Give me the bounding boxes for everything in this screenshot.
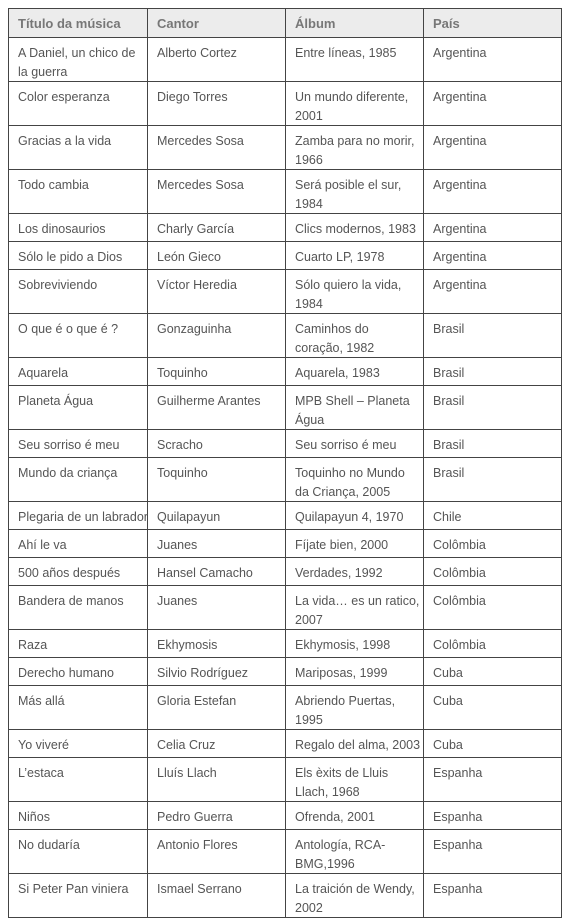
- cell-album: La vida… es un ratico, 2007: [286, 586, 424, 630]
- cell-country: Brasil: [424, 386, 562, 430]
- table-row: [9, 458, 562, 502]
- table-row: [9, 242, 562, 270]
- cell-singer: Toquinho: [148, 458, 286, 502]
- cell-title: Planeta Água: [9, 386, 148, 430]
- cell-country: Cuba: [424, 658, 562, 686]
- cell-country: Argentina: [424, 82, 562, 126]
- table-row: [9, 170, 562, 214]
- cell-country: Brasil: [424, 430, 562, 458]
- cell-title: Color esperanza: [9, 82, 148, 126]
- table-row: [9, 530, 562, 558]
- cell-singer: Mercedes Sosa: [148, 170, 286, 214]
- table-row: [9, 214, 562, 242]
- table-row: [9, 730, 562, 758]
- cell-album: Sólo quiero la vida, 1984: [286, 270, 424, 314]
- cell-singer: Charly García: [148, 214, 286, 242]
- cell-album: Un mundo diferente, 2001: [286, 82, 424, 126]
- cell-singer: Toquinho: [148, 358, 286, 386]
- cell-title: O que é o que é ?: [9, 314, 148, 358]
- cell-title: Los dinosaurios: [9, 214, 148, 242]
- cell-country: Brasil: [424, 358, 562, 386]
- cell-singer: Juanes: [148, 586, 286, 630]
- cell-country: Brasil: [424, 314, 562, 358]
- cell-country: Argentina: [424, 38, 562, 82]
- cell-title: Todo cambia: [9, 170, 148, 214]
- cell-country: Argentina: [424, 270, 562, 314]
- cell-title: 500 años después: [9, 558, 148, 586]
- cell-singer: Gonzaguinha: [148, 314, 286, 358]
- cell-title: Niños: [9, 802, 148, 830]
- cell-album: Antología, RCA-BMG,1996: [286, 830, 424, 874]
- cell-album: Cuarto LP, 1978: [286, 242, 424, 270]
- table-row: [9, 358, 562, 386]
- cell-singer: Celia Cruz: [148, 730, 286, 758]
- cell-country: Cuba: [424, 686, 562, 730]
- cell-album: Aquarela, 1983: [286, 358, 424, 386]
- cell-album: Ekhymosis, 1998: [286, 630, 424, 658]
- cell-country: Argentina: [424, 126, 562, 170]
- cell-country: Argentina: [424, 170, 562, 214]
- cell-title: Aquarela: [9, 358, 148, 386]
- header-row: [9, 9, 562, 38]
- cell-album: Caminhos do coração, 1982: [286, 314, 424, 358]
- cell-album: Toquinho no Mundo da Criança, 2005: [286, 458, 424, 502]
- cell-singer: León Gieco: [148, 242, 286, 270]
- header-singer: Cantor: [148, 9, 286, 38]
- table-row: [9, 830, 562, 874]
- cell-album: MPB Shell – Planeta Água: [286, 386, 424, 430]
- cell-singer: Lluís Llach: [148, 758, 286, 802]
- table-row: [9, 38, 562, 82]
- cell-singer: Hansel Camacho: [148, 558, 286, 586]
- cell-country: Cuba: [424, 730, 562, 758]
- cell-title: A Daniel, un chico de la guerra: [9, 38, 148, 82]
- table-row: [9, 430, 562, 458]
- cell-title: Ahí le va: [9, 530, 148, 558]
- table-body: [9, 38, 562, 918]
- table-row: [9, 270, 562, 314]
- cell-title: Seu sorriso é meu: [9, 430, 148, 458]
- table-header: [9, 9, 562, 38]
- cell-title: Bandera de manos: [9, 586, 148, 630]
- cell-album: Verdades, 1992: [286, 558, 424, 586]
- cell-title: Gracias a la vida: [9, 126, 148, 170]
- cell-country: Espanha: [424, 802, 562, 830]
- cell-album: Seu sorriso é meu: [286, 430, 424, 458]
- cell-country: Colômbia: [424, 586, 562, 630]
- table-row: [9, 558, 562, 586]
- cell-singer: Quilapayun: [148, 502, 286, 530]
- cell-title: No dudaría: [9, 830, 148, 874]
- table-row: [9, 314, 562, 358]
- header-country: País: [424, 9, 562, 38]
- cell-album: Zamba para no morir, 1966: [286, 126, 424, 170]
- cell-country: Espanha: [424, 830, 562, 874]
- cell-country: Chile: [424, 502, 562, 530]
- cell-title: L’estaca: [9, 758, 148, 802]
- cell-album: Els èxits de Lluis Llach, 1968: [286, 758, 424, 802]
- header-album: Álbum: [286, 9, 424, 38]
- table-row: [9, 658, 562, 686]
- cell-title: Raza: [9, 630, 148, 658]
- cell-album: Entre líneas, 1985: [286, 38, 424, 82]
- cell-title: Sobreviviendo: [9, 270, 148, 314]
- cell-singer: Diego Torres: [148, 82, 286, 126]
- cell-singer: Ekhymosis: [148, 630, 286, 658]
- table-row: [9, 126, 562, 170]
- cell-singer: Víctor Heredia: [148, 270, 286, 314]
- cell-album: Abriendo Puertas, 1995: [286, 686, 424, 730]
- cell-country: Espanha: [424, 874, 562, 918]
- table-row: [9, 586, 562, 630]
- cell-album: Mariposas, 1999: [286, 658, 424, 686]
- cell-album: Quilapayun 4, 1970: [286, 502, 424, 530]
- cell-singer: Pedro Guerra: [148, 802, 286, 830]
- cell-singer: Silvio Rodríguez: [148, 658, 286, 686]
- table-row: [9, 874, 562, 918]
- cell-country: Colômbia: [424, 558, 562, 586]
- cell-title: Mundo da criança: [9, 458, 148, 502]
- table-row: [9, 386, 562, 430]
- cell-title: Plegaria de un labrador: [9, 502, 148, 530]
- cell-singer: Guilherme Arantes: [148, 386, 286, 430]
- table-row: [9, 802, 562, 830]
- cell-album: Regalo del alma, 2003: [286, 730, 424, 758]
- music-table: [8, 8, 562, 918]
- table-row: [9, 502, 562, 530]
- cell-title: Yo viveré: [9, 730, 148, 758]
- cell-album: Fíjate bien, 2000: [286, 530, 424, 558]
- table-row: [9, 758, 562, 802]
- cell-country: Colômbia: [424, 530, 562, 558]
- cell-title: Sólo le pido a Dios: [9, 242, 148, 270]
- cell-country: Colômbia: [424, 630, 562, 658]
- cell-singer: Gloria Estefan: [148, 686, 286, 730]
- cell-album: Clics modernos, 1983: [286, 214, 424, 242]
- cell-title: Si Peter Pan viniera: [9, 874, 148, 918]
- table-row: [9, 82, 562, 126]
- cell-album: La traición de Wendy, 2002: [286, 874, 424, 918]
- cell-country: Espanha: [424, 758, 562, 802]
- table-row: [9, 630, 562, 658]
- cell-country: Brasil: [424, 458, 562, 502]
- cell-country: Argentina: [424, 214, 562, 242]
- cell-title: Más allá: [9, 686, 148, 730]
- header-title: Título da música: [9, 9, 148, 38]
- cell-singer: Scracho: [148, 430, 286, 458]
- cell-album: Será posible el sur, 1984: [286, 170, 424, 214]
- cell-singer: Antonio Flores: [148, 830, 286, 874]
- cell-singer: Ismael Serrano: [148, 874, 286, 918]
- table-row: [9, 686, 562, 730]
- cell-singer: Mercedes Sosa: [148, 126, 286, 170]
- cell-singer: Alberto Cortez: [148, 38, 286, 82]
- cell-title: Derecho humano: [9, 658, 148, 686]
- cell-singer: Juanes: [148, 530, 286, 558]
- cell-country: Argentina: [424, 242, 562, 270]
- cell-album: Ofrenda, 2001: [286, 802, 424, 830]
